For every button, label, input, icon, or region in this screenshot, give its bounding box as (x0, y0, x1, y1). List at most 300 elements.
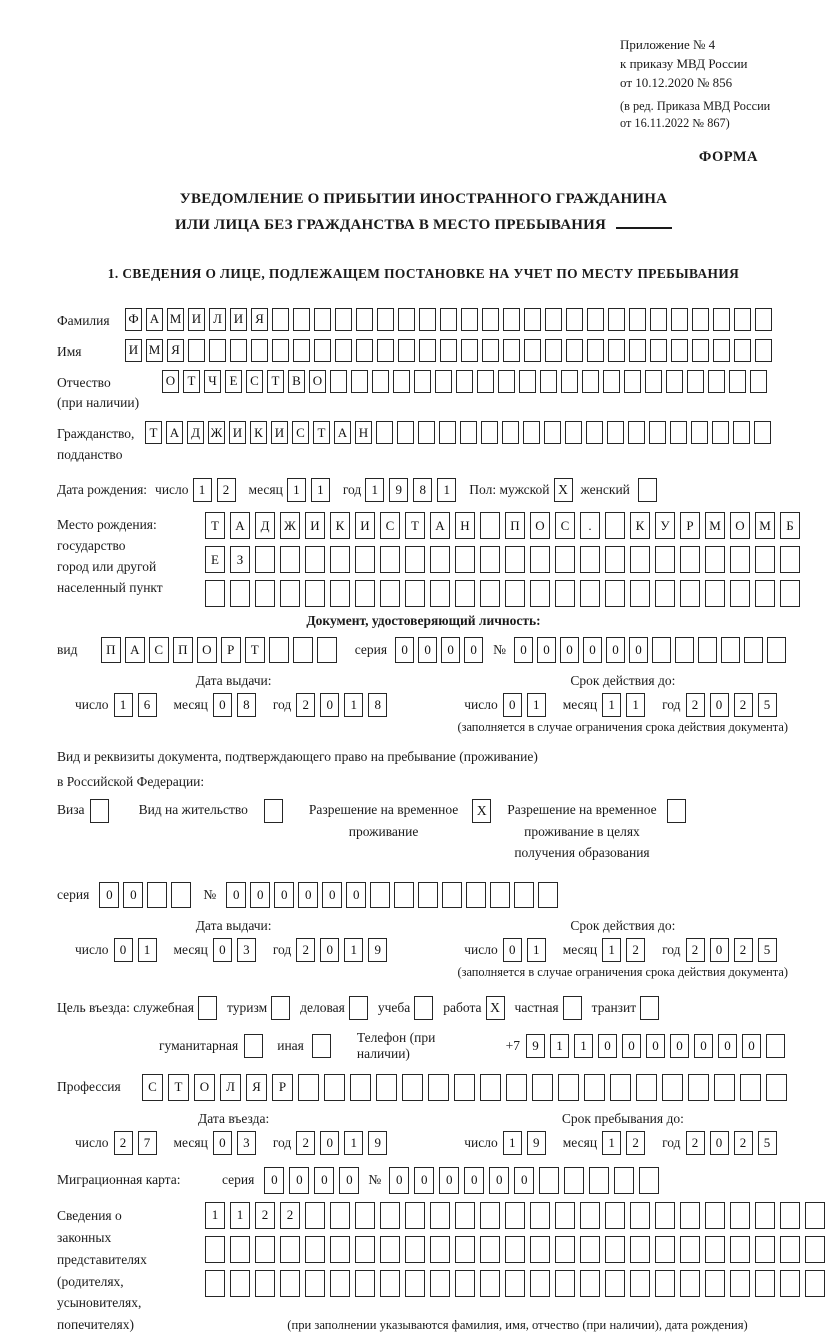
purpose-private-checkbox (563, 996, 582, 1020)
char-box (330, 1202, 350, 1229)
char-box: 0 (114, 938, 133, 962)
char-box (251, 339, 268, 362)
year-word: год (272, 941, 292, 957)
char-box: 5 (758, 693, 777, 717)
char-box: 0 (320, 693, 339, 717)
char-box (466, 882, 486, 908)
sex-female-label: женский (580, 482, 630, 498)
purpose-study-label: учеба (377, 999, 411, 1015)
char-box: Н (355, 421, 372, 444)
year-word: год (342, 482, 362, 498)
char-box: 0 (464, 1167, 484, 1194)
purpose-transit-label: транзит (591, 999, 637, 1015)
char-box: 1 (365, 478, 384, 502)
surname-label: Фамилия (57, 312, 110, 328)
char-box: Р (680, 512, 700, 539)
char-box (505, 546, 525, 573)
char-box (675, 637, 694, 663)
char-box: Д (255, 512, 275, 539)
char-box: 0 (583, 637, 602, 663)
birth-date-label: Дата рождения: (57, 482, 148, 498)
char-box (538, 882, 558, 908)
char-box: И (271, 421, 288, 444)
amendment-line: (в ред. Приказа МВД России (620, 98, 771, 113)
char-box (355, 580, 375, 607)
char-box (198, 996, 217, 1020)
citizenship-label (57, 421, 145, 466)
char-box (502, 421, 519, 444)
char-box: X (554, 478, 573, 502)
migration-card-row (57, 1167, 790, 1194)
char-box: 2 (686, 938, 705, 962)
char-box: 9 (527, 1131, 546, 1155)
char-box (480, 546, 500, 573)
visit-purpose-row2 (159, 1030, 790, 1062)
temp-residence-label (309, 799, 458, 842)
char-box: А (334, 421, 351, 444)
char-box: 0 (629, 637, 648, 663)
char-box (688, 1074, 709, 1101)
purpose-other-label: иная (277, 1037, 304, 1053)
char-box: 0 (622, 1034, 641, 1058)
day-word: число (75, 1134, 109, 1150)
char-box (580, 580, 600, 607)
entry-year (296, 1131, 392, 1155)
char-box (490, 882, 510, 908)
char-box: 0 (99, 882, 119, 908)
char-box (505, 580, 525, 607)
char-box (503, 339, 520, 362)
migration-series-boxes (264, 1167, 364, 1194)
char-box (755, 1270, 775, 1297)
char-box (272, 339, 289, 362)
patronymic-label-line2: (при наличии) (57, 395, 140, 411)
char-box (324, 1074, 345, 1101)
char-box (440, 308, 457, 331)
citizenship-row (57, 421, 790, 466)
char-box (305, 546, 325, 573)
title-underline (616, 227, 672, 229)
char-box (755, 546, 775, 573)
representatives-row (57, 1202, 790, 1336)
identity-issue-day (114, 693, 162, 717)
char-box: 8 (413, 478, 432, 502)
year-word: год (662, 1134, 681, 1150)
residence-permit-option (139, 799, 283, 823)
year-word: год (662, 697, 681, 713)
char-box: М (755, 512, 775, 539)
char-box (244, 1034, 263, 1058)
entry-date-group (75, 1111, 392, 1155)
birth-place-label (57, 512, 205, 599)
stay-doc-series-row (57, 882, 790, 908)
char-box (740, 1074, 761, 1101)
char-box (580, 1202, 600, 1229)
day-word: число (75, 941, 109, 957)
char-box: М (146, 339, 163, 362)
char-box (805, 1202, 825, 1229)
char-box: Т (313, 421, 330, 444)
char-box (456, 370, 473, 393)
amendment-block (620, 98, 790, 134)
year-word: год (272, 697, 292, 713)
char-box: О (197, 637, 217, 663)
char-box: 1 (114, 693, 133, 717)
issue-date-heading: Дата выдачи: (195, 673, 272, 689)
char-box (330, 1236, 350, 1263)
char-box (603, 370, 620, 393)
char-box (624, 370, 641, 393)
char-box (376, 421, 393, 444)
char-box (780, 1270, 800, 1297)
char-box (350, 1074, 371, 1101)
char-box (555, 1202, 575, 1229)
char-box: 1 (287, 478, 306, 502)
char-box (744, 637, 763, 663)
char-box: 3 (237, 1131, 256, 1155)
char-box (524, 308, 541, 331)
char-box: 0 (320, 938, 339, 962)
char-box (269, 637, 289, 663)
char-box (539, 1167, 559, 1194)
migration-number-boxes (389, 1167, 664, 1194)
char-box: 1 (503, 1131, 522, 1155)
char-box (355, 1236, 375, 1263)
char-box: Т (245, 637, 265, 663)
char-box (355, 1202, 375, 1229)
stay-until-day (503, 1131, 551, 1155)
stay-until-month (602, 1131, 650, 1155)
char-box (351, 370, 368, 393)
char-box (305, 1202, 325, 1229)
given-name-row (57, 339, 790, 363)
char-box (649, 421, 666, 444)
char-box: Т (405, 512, 425, 539)
char-box (705, 1270, 725, 1297)
stay-until-heading: Срок пребывания до: (561, 1110, 684, 1126)
month-word: месяц (173, 697, 208, 713)
birth-month-boxes (287, 478, 335, 502)
char-box (680, 1270, 700, 1297)
char-box (607, 421, 624, 444)
char-box (687, 370, 704, 393)
char-box (480, 1074, 501, 1101)
year-word: год (272, 1134, 292, 1150)
char-box (691, 421, 708, 444)
edu-residence-checkbox (667, 799, 686, 823)
char-box (430, 1236, 450, 1263)
char-box: А (166, 421, 183, 444)
char-box (608, 308, 625, 331)
char-box: И (305, 512, 325, 539)
char-box: В (288, 370, 305, 393)
char-box (230, 580, 250, 607)
char-box (680, 580, 700, 607)
char-box (376, 1074, 397, 1101)
char-box (605, 580, 625, 607)
char-box (314, 308, 331, 331)
char-box (477, 370, 494, 393)
char-box (639, 1167, 659, 1194)
char-box: 2 (296, 693, 315, 717)
char-box: 1 (193, 478, 212, 502)
char-box (514, 882, 534, 908)
char-box (565, 421, 582, 444)
char-box: 0 (414, 1167, 434, 1194)
char-box (708, 370, 725, 393)
char-box (455, 546, 475, 573)
identity-expiry-year (686, 693, 782, 717)
char-box: Л (220, 1074, 241, 1101)
char-box (586, 421, 603, 444)
migration-number-label: № (368, 1172, 382, 1188)
phone-boxes (526, 1034, 790, 1058)
char-box (230, 1270, 250, 1297)
stay-doc-note: (заполняется в случае ограничения срока действия документа) (457, 964, 788, 979)
char-box: 0 (264, 1167, 284, 1194)
char-box: Р (272, 1074, 293, 1101)
char-box (330, 546, 350, 573)
char-box: 0 (646, 1034, 665, 1058)
char-box: 0 (441, 637, 460, 663)
char-box (419, 308, 436, 331)
char-box (630, 546, 650, 573)
identity-doc-heading: Документ, удостоверяющий личность: (306, 613, 541, 629)
identity-expiry-group (464, 673, 781, 717)
char-box: И (229, 421, 246, 444)
month-word: месяц (562, 1134, 598, 1150)
char-box: А (230, 512, 250, 539)
char-box (540, 370, 557, 393)
sex-male-label: Пол: мужской (469, 482, 550, 498)
char-box: 0 (418, 637, 437, 663)
stay-expiry-group (464, 918, 781, 962)
char-box (405, 546, 425, 573)
birth-place-boxes-row3 (205, 580, 805, 607)
char-box (780, 1202, 800, 1229)
char-box (430, 580, 450, 607)
char-box (480, 1236, 500, 1263)
day-word: число (464, 697, 498, 713)
purpose-business-checkbox (349, 996, 368, 1020)
purpose-business-label: деловая (300, 999, 345, 1015)
char-box (667, 799, 686, 823)
char-box: П (101, 637, 121, 663)
char-box (705, 1236, 725, 1263)
char-box (630, 580, 650, 607)
char-box (628, 421, 645, 444)
char-box: Ч (204, 370, 221, 393)
char-box (645, 370, 662, 393)
char-box (730, 1236, 750, 1263)
stay-doc-options-row (57, 799, 790, 864)
char-box (280, 1270, 300, 1297)
char-box: А (146, 308, 163, 331)
birth-place-label-line1: Место рождения: (57, 517, 157, 533)
char-box (280, 580, 300, 607)
char-box (614, 1167, 634, 1194)
stay-number-label: № (203, 886, 217, 902)
char-box (532, 1074, 553, 1101)
char-box: 0 (489, 1167, 509, 1194)
char-box (440, 339, 457, 362)
char-box (330, 580, 350, 607)
char-box (680, 1202, 700, 1229)
char-box (405, 1202, 425, 1229)
char-box: А (430, 512, 450, 539)
char-box (377, 339, 394, 362)
char-box (147, 882, 167, 908)
char-box (418, 882, 438, 908)
char-box (730, 546, 750, 573)
identity-issue-month (213, 693, 261, 717)
char-box: 1 (311, 478, 330, 502)
char-box (755, 1202, 775, 1229)
char-box (298, 1074, 319, 1101)
purpose-humanitarian-checkbox (244, 1034, 263, 1058)
char-box (380, 580, 400, 607)
char-box: 1 (344, 693, 363, 717)
char-box (435, 370, 452, 393)
amendment-line: от 16.11.2022 № 867) (620, 116, 730, 131)
char-box (580, 1236, 600, 1263)
char-box (580, 546, 600, 573)
char-box: 1 (527, 693, 546, 717)
char-box: И (188, 308, 205, 331)
expiry-date-heading: Срок действия до: (570, 917, 676, 933)
char-box (430, 1202, 450, 1229)
char-box: 0 (464, 637, 483, 663)
char-box (380, 546, 400, 573)
char-box: 0 (537, 637, 556, 663)
char-box (662, 1074, 683, 1101)
char-box: 2 (296, 938, 315, 962)
char-box: 0 (694, 1034, 713, 1058)
char-box (650, 308, 667, 331)
char-box (638, 478, 657, 502)
char-box (414, 370, 431, 393)
char-box: 9 (368, 1131, 387, 1155)
day-word: число (464, 941, 498, 957)
char-box: 2 (114, 1131, 133, 1155)
entry-dates (57, 1111, 790, 1155)
char-box: 2 (734, 938, 753, 962)
birth-date-row (57, 478, 790, 502)
stay-issue-year (296, 938, 392, 962)
char-box (418, 421, 435, 444)
char-box: О (730, 512, 750, 539)
month-word: месяц (562, 941, 598, 957)
char-box (530, 1236, 550, 1263)
char-box: С (149, 637, 169, 663)
identity-issue-group (75, 673, 392, 717)
month-word: месяц (248, 482, 283, 498)
char-box (455, 580, 475, 607)
char-box (305, 1270, 325, 1297)
stay-series-label: серия (57, 886, 90, 902)
char-box (505, 1270, 525, 1297)
char-box: 0 (314, 1167, 334, 1194)
identity-series-label: серия (354, 642, 388, 658)
char-box (394, 882, 414, 908)
char-box: М (705, 512, 725, 539)
purpose-work-checkbox (486, 996, 505, 1020)
char-box (655, 1236, 675, 1263)
patronymic-row (57, 370, 790, 415)
representatives-boxes-row1 (205, 1202, 830, 1229)
citizenship-label-line1: Гражданство, (57, 426, 135, 442)
stay-expiry-month (602, 938, 650, 962)
identity-kind-boxes (101, 637, 341, 663)
identity-doc-row (57, 637, 790, 663)
char-box: 1 (437, 478, 456, 502)
char-box (729, 370, 746, 393)
stay-expiry-year (686, 938, 782, 962)
char-box (780, 1236, 800, 1263)
char-box: 2 (217, 478, 236, 502)
char-box (655, 580, 675, 607)
stay-doc-intro-line1: Вид и реквизиты документа, подтверждающего право на пребывание (проживание) (57, 749, 538, 765)
edu-residence-label-line3: получения образования (514, 845, 650, 861)
char-box: 0 (606, 637, 625, 663)
form-label: ФОРМА (698, 149, 758, 166)
char-box (555, 546, 575, 573)
char-box: 2 (296, 1131, 315, 1155)
char-box: 0 (560, 637, 579, 663)
char-box (482, 308, 499, 331)
char-box: 0 (274, 882, 294, 908)
char-box: 0 (710, 1131, 729, 1155)
char-box (480, 1202, 500, 1229)
char-box: 9 (526, 1034, 545, 1058)
purpose-transit-checkbox (640, 996, 659, 1020)
char-box (671, 308, 688, 331)
birth-place-row (57, 512, 794, 607)
month-word: месяц (173, 941, 208, 957)
char-box (255, 1236, 275, 1263)
form-title-line2: ИЛИ ЛИЦА БЕЗ ГРАЖДАНСТВА В МЕСТО ПРЕБЫВАНИЯ (175, 217, 606, 234)
char-box: П (505, 512, 525, 539)
char-box: Т (183, 370, 200, 393)
stay-issue-month (213, 938, 261, 962)
birth-place-boxes-row1 (205, 512, 805, 539)
char-box: Я (251, 308, 268, 331)
month-word: месяц (562, 697, 598, 713)
char-box: 0 (718, 1034, 737, 1058)
char-box (349, 996, 368, 1020)
char-box (439, 421, 456, 444)
char-box (524, 339, 541, 362)
char-box (335, 339, 352, 362)
char-box: Ж (280, 512, 300, 539)
char-box: У (655, 512, 675, 539)
char-box (255, 1270, 275, 1297)
expiry-date-heading: Срок действия до: (570, 673, 676, 689)
char-box (650, 339, 667, 362)
char-box (767, 637, 786, 663)
char-box (330, 1270, 350, 1297)
representatives-boxes-row2 (205, 1236, 830, 1263)
char-box: Б (780, 512, 800, 539)
char-box: Я (246, 1074, 267, 1101)
char-box: 0 (598, 1034, 617, 1058)
residence-permit-checkbox (264, 799, 283, 823)
char-box (356, 339, 373, 362)
identity-doc-dates (57, 673, 790, 717)
char-box (330, 370, 347, 393)
char-box (670, 421, 687, 444)
char-box (705, 546, 725, 573)
